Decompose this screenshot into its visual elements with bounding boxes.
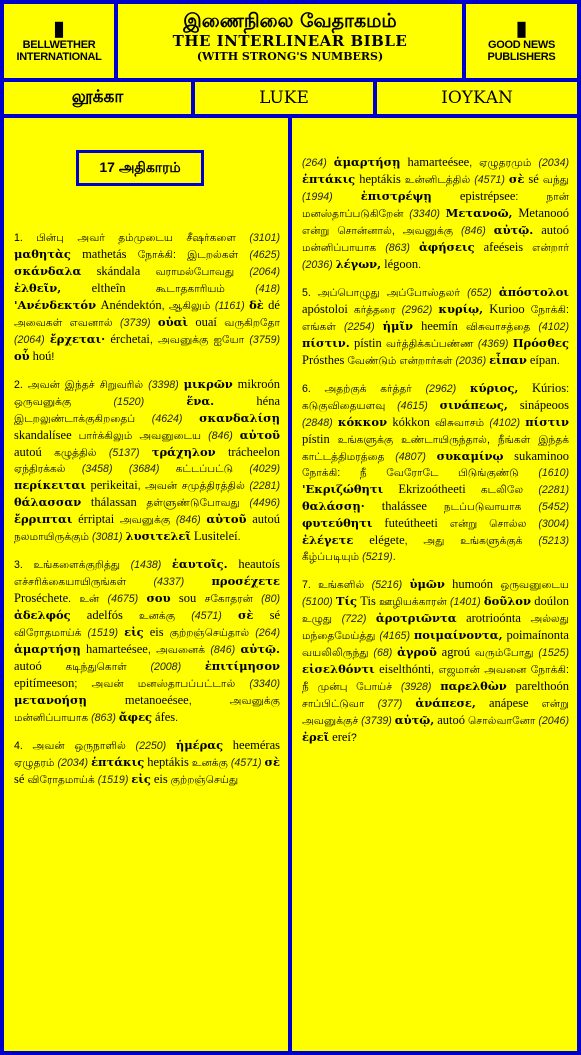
verse-paragraph: 2. அவன் இந்தச் சிறுவரில் (3398) μικρῶν mikroón ஒருவனுக்கு (1520) ἕνα. héna இடறலுண்டாக்குகிறதைப் (4624) σκανδαλίσῃ skandalísee பார்க்கிலும் அவனுடைய (846) αὐτοῦ autoú கழுத்தில் (5137) τράχηλον trácheelon ஏந்திரக்கல் (3458) (3684) கட்டப்பட்டு (4029) περίκειται perikeitai, அவன் சமுத்திரத்தில் (2281) θάλασσαν thálassan தள்ளுண்டுபோவது (4496) ἔρριπται érriptai அவனுக்கு (846) αὐτοῦ autoú நலமாயிருக்கும் (3081) λυσιτελεῖ Lusiteleí.: [14, 377, 281, 543]
title-english: THE INTERLINEAR BIBLE: [172, 32, 408, 50]
title-tamil: இணைநிலை வேதாகமம்: [183, 10, 397, 32]
good-news-logo: [466, 4, 577, 78]
verse-paragraph: 7. உங்களில் (5216) ὑμῶν humoón ஒருவனுடைய (5100) Τίς Tis ஊழியக்காரன் (1401) δοῦλον doúlon உழுது (722) ἀροτριῶντα arotrioónta அல்லது மந்தைமேய்த்து (4165) ποιμαίνοντα, poimaínonta வயலிலிருந்து (68) ἀγροῦ agroú வரும்போது (1525) εἰσελθόντι eiselthónti, எஜமான் அவனை நோக்கி: நீ முன்பு போய்ச் (3928) παρελθὼν parelthoón சாப்பிட்டுவா (377) ἀνάπεσε, anápese என்று அவனுக்குச் (3739) αὐτῷ, autoó சொல்வானோ (2046) ἐρεῖ ereí?: [302, 577, 569, 744]
book-icon: ▮: [53, 18, 65, 40]
book-name-tamil: லூக்கா: [4, 82, 191, 114]
verse-paragraph: 3. உங்களைக்குறித்து (1438) ἑαυτοῖς. heautoís எச்சரிக்கையாயிருங்கள் (4337) προσέχετε Proséchete. உன் (4675) σου sou சகோதரன் (80) ἀδελφός adelfós உனக்கு (4571) σὲ sé விரோதமாய்க் (1519) εἰς eis குற்றஞ்செய்தால் (264) ἁμαρτήσῃ hamarteésee, அவனைக் (846) αὐτῷ. autoó கடிந்துகொள் (2008) ἐπιτίμησον epitímeeson; அவன் மனஸ்தாபப்பட்டால் (3340) μετανοήσῃ metanoeésee, அவனுக்கு மன்னிப்பாயாக (863) ἄφες áfes.: [14, 557, 280, 724]
verse-paragraph: 5. அப்பொழுது அப்போஸ்தலர் (652) ἀπόστολοι apóstoloi கர்த்தரை (2962) κυρίῳ, Kurioo நோக்கி: எங்கள் (2254) ἡμῖν heemín விசுவாசத்தை (4102) πίστιν. pístin வர்த்திக்கப்பண்ண (4369) Πρόσθες Prósthes வேண்டும் என்றார்கள் (2036) εἶπαν eípan.: [302, 285, 570, 367]
right-column: [292, 118, 577, 1051]
left-logo-line1: BELLWETHER: [22, 39, 96, 51]
page-header: [118, 4, 462, 78]
book-name-english: LUKE: [195, 82, 373, 114]
verse-paragraph: (264) ἁμαρτήσῃ hamarteésee, ஏழுதரமும் (2034) ἑπτάκις heptákis உன்னிடத்தில் (4571) σὲ sé வந்து (1994) ἐπιστρέψῃ epistrépsee: நான் மனஸ்தாப்படுகிறேன் (3340) Μετανοῶ, Metanooó என்று சொன்னால், அவனுக்கு (846) αὐτῷ. autoó மன்னிப்பாயாக (863) ἀφήσεις afeéseis என்றார் (2036) λέγων, légoon.: [302, 155, 570, 271]
left-column: [4, 118, 288, 1051]
verse-paragraph: 1. பின்பு அவர் தம்முடைய சீஷர்களை (3101) μαθητὰς mathetás நோக்கி: இடறல்கள் (4625) σκάνδαλα skándala வராமல்போவது (2064) ἐλθεῖν, eltheîn கூடாதகாரியம் (418) 'Ανένδεκτόν Anéndektón, ஆகிலும் (1161) δὲ dé அவைகள் எவனால் (3739) οὐαὶ ouaí வருகிறதோ (2064) ἔρχεται· érchetai, அவனுக்கு ஐயோ (3759) οὗ hoú!: [14, 232, 281, 363]
verse-paragraph: 4. அவன் ஒருநாளில் (2250) ἡμέρας heeméras ஏழுதரம் (2034) ἑπτάκις heptákis உனக்கு (4571) σὲ sé விரோதமாய்க் (1519) εἰς eis குற்றஞ்செய்து: [14, 738, 280, 786]
left-logo-line2: INTERNATIONAL: [16, 51, 102, 63]
right-logo-line1: GOOD NEWS: [488, 39, 555, 51]
title-subtitle: (WITH STRONG'S NUMBERS): [196, 50, 384, 63]
chapter-heading: 17 அதிகாரம்: [76, 150, 204, 186]
right-logo-line2: PUBLISHERS: [487, 51, 556, 63]
verse-paragraph: 6. அதற்குக் கர்த்தர் (2962) κύριος, Kúrios: கடுகுவிதையளவு (4615) σινάπεως, sinápeoos (2848) κόκκον kókkon விசுவாசம் (4102) πίστιν pístin உங்களுக்கு உண்டாயிருந்தால், நீங்கள் இந்தக் காட்டத்திமரத்தை (4807) συκαμίνῳ sukaminoo நோக்கி: நீ வேரோடே பிடுங்குண்டு (1610) 'Εκριζώθητι Ekrizoótheeti கடலிலே (2281) θαλάσσῃ· thalássee நடப்படுவாயாக (5452) φυτεύθητι futeútheeti என்று சொல்ல (3004) ἐλέγετε elégete, அது உங்களுக்குக் (5213) கீழ்ப்படியும் (5219).: [302, 381, 570, 563]
book-name-greek: ΙΟΥΚΑΝ: [377, 82, 577, 114]
book-icon: ▮: [515, 18, 527, 40]
bellwether-logo: [4, 4, 114, 78]
